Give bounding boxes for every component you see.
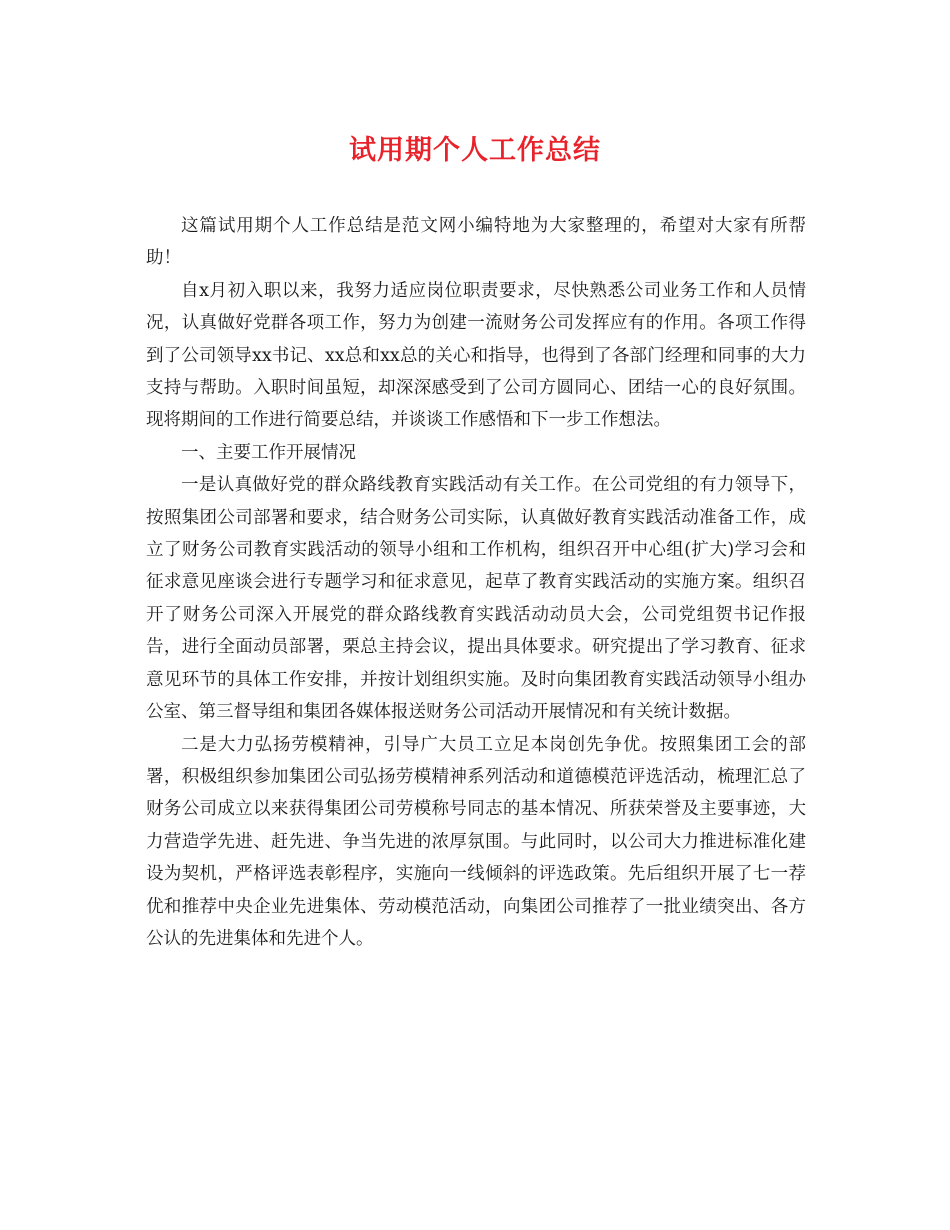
document-title: 试用期个人工作总结 — [349, 135, 601, 166]
document-body — [146, 210, 806, 955]
section-heading: 一、主要工作开展情况 — [181, 442, 356, 463]
overview-paragraph: 自x月初入职以来，我努力适应岗位职责要求，尽快熟悉公司业务工作和人员情况，认真做好党群各项工作，努力为创建一流财务公司发挥应有的作用。各项工作得到了公司领导xx书记、xx总和xx总的关心和指导，也得到了各部门经理和同事的大力支持与帮助。入职时间虽短，却深深感受到了公司方圆同心、团结一心的良好氛围。现将期间的工作进行简要总结，并谈谈工作感悟和下一步工作想法。 — [146, 280, 806, 431]
work-item-paragraph-1: 一是认真做好党的群众路线教育实践活动有关工作。在公司党组的有力领导下，按照集团公司部署和要求，结合财务公司实际，认真做好教育实践活动准备工作，成立了财务公司教育实践活动的领导小组和工作机构，组织召开中心组(扩大)学习会和征求意见座谈会进行专题学习和征求意见，起草了教育实践活动的实施方案。组织召开了财务公司深入开展党的群众路线教育实践活动动员大会，公司党组贺书记作报告，进行全面动员部署，栗总主持会议，提出具体要求。研究提出了学习教育、征求意见环节的具体工作安排，并按计划组织实施。及时向集团教育实践活动领导小组办公室、第三督导组和集团各媒体报送财务公司活动开展情况和有关统计数据。 — [146, 475, 806, 723]
work-item-paragraph-2: 二是大力弘扬劳模精神，引导广大员工立足本岗创先争优。按照集团工会的部署，积极组织参加集团公司弘扬劳模精神系列活动和道德模范评选活动，梳理汇总了财务公司成立以来获得集团公司劳模称号同志的基本情况、所获荣誉及主要事迹，大力营造学先进、赶先进、争当先进的浓厚氛围。与此同时，以公司大力推进标准化建设为契机，严格评选表彰程序，实施向一线倾斜的评选政策。先后组织开展了七一荐优和推荐中央企业先进集体、劳动模范活动，向集团公司推荐了一批业绩突出、各方公认的先进集体和先进个人。 — [146, 734, 806, 949]
intro-paragraph: 这篇试用期个人工作总结是范文网小编特地为大家整理的，希望对大家有所帮助！ — [146, 216, 806, 269]
